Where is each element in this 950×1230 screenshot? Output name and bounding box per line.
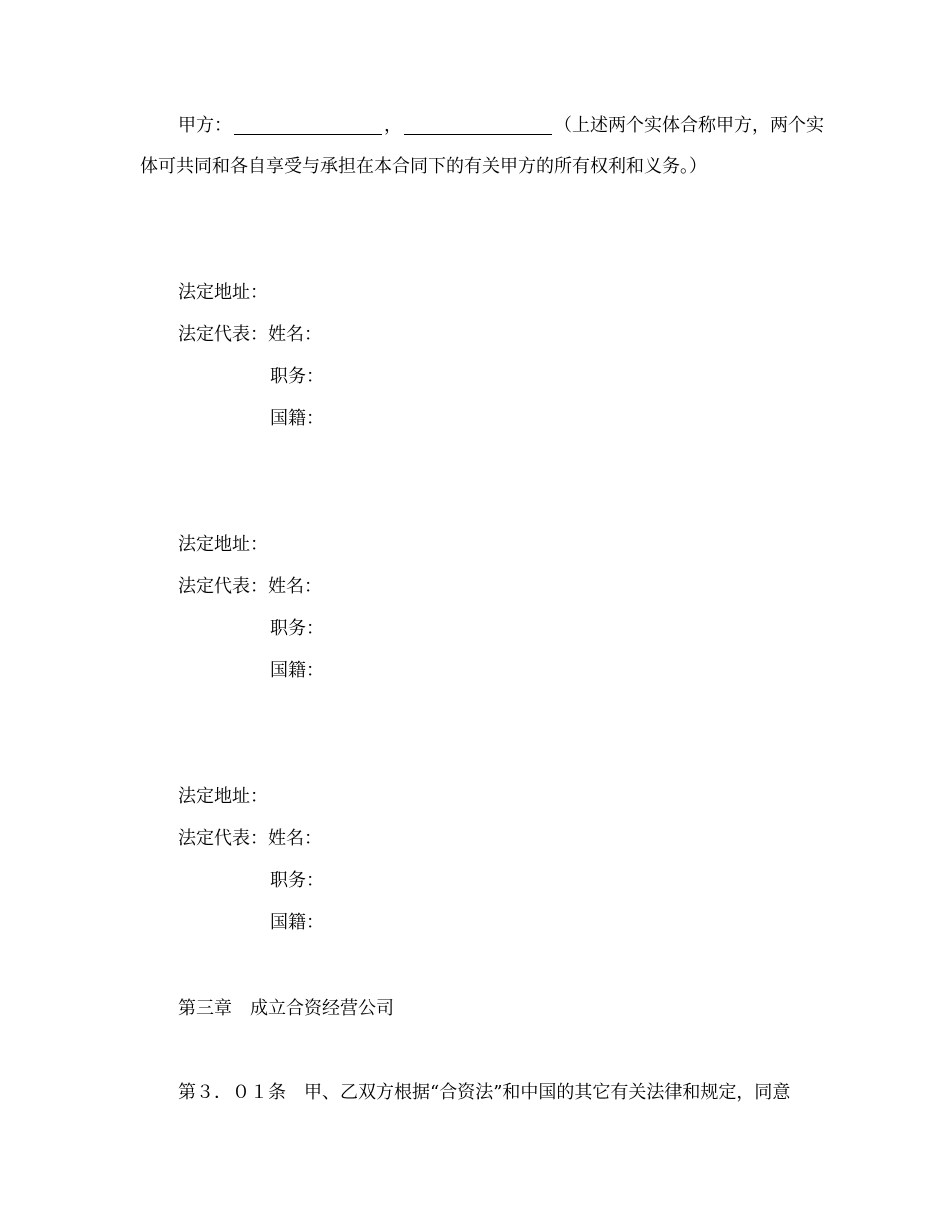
party-a-entity-2-blank[interactable] bbox=[404, 116, 552, 135]
entity-2-title-label: 职务： bbox=[270, 618, 324, 639]
entity-2-nationality-label: 国籍： bbox=[270, 660, 324, 681]
chapter-heading: 第三章 成立合资经营公司 bbox=[178, 998, 394, 1019]
article-line bbox=[178, 1084, 790, 1102]
entity-1-name-label: 姓名： bbox=[268, 324, 322, 345]
party-a-label: 甲方： bbox=[178, 115, 232, 136]
entity-1-address-label: 法定地址： bbox=[178, 282, 268, 303]
entity-2-address-label: 法定地址： bbox=[178, 534, 268, 555]
entity-3-title-label: 职务： bbox=[270, 870, 324, 891]
party-a-line-2: 体可共同和各自享受与承担在本合同下的有关甲方的所有权利和义务。） bbox=[140, 156, 707, 177]
entity-3-address-label: 法定地址： bbox=[178, 786, 268, 807]
party-a-entity-1-blank[interactable] bbox=[234, 116, 382, 135]
entity-1-rep-label: 法定代表： bbox=[178, 324, 268, 345]
entity-2-name-label: 姓名： bbox=[268, 576, 322, 597]
entity-3-name-label: 姓名： bbox=[268, 828, 322, 849]
entity-3-rep-label: 法定代表： bbox=[178, 828, 268, 849]
entity-1-nationality-label: 国籍： bbox=[270, 408, 324, 429]
entity-3-nationality-label: 国籍： bbox=[270, 912, 324, 933]
party-a-line-1 bbox=[178, 116, 824, 135]
entity-1-rep-line bbox=[178, 326, 322, 344]
entity-2-rep-line bbox=[178, 578, 322, 596]
entity-1-title-label: 职务： bbox=[270, 366, 324, 387]
party-a-separator: ， bbox=[384, 115, 402, 136]
entity-3-rep-line bbox=[178, 830, 322, 848]
article-number: 第３．０１条 bbox=[178, 1082, 286, 1103]
entity-2-rep-label: 法定代表： bbox=[178, 576, 268, 597]
article-text: 甲、乙双方根据“合资法”和中国的其它有关法律和规定，同意 bbox=[304, 1082, 791, 1103]
party-a-note-start: （上述两个实体合称甲方，两个实 bbox=[554, 115, 824, 136]
